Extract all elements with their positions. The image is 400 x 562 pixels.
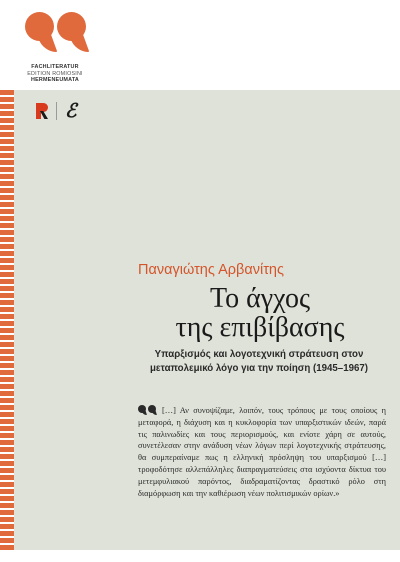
series-name-line1: FACHLITERATUR — [31, 64, 79, 70]
title-line-1: Το άγχος — [209, 283, 311, 314]
series-logo — [22, 12, 88, 84]
title-line-2: της επιβίβασης — [175, 312, 345, 343]
left-stripes — [0, 90, 14, 550]
subtitle-line-2: μεταπολεμικό λόγο για την ποίηση (1945–1967) — [150, 362, 368, 374]
subtitle-line-1: Υπαρξισμός και λογοτεχνική στράτευση στον — [154, 349, 364, 360]
book-title — [130, 284, 390, 342]
r-logo-icon — [36, 103, 48, 119]
book-subtitle — [120, 348, 398, 375]
author-name: Παναγιώτης Αρβανίτης — [138, 262, 284, 278]
blurb-quote — [138, 405, 386, 499]
top-band — [0, 0, 400, 90]
publisher-divider — [56, 102, 57, 120]
series-name-line3: HERMENEUMATA — [30, 77, 80, 83]
publisher-logos — [36, 100, 77, 122]
bottom-band — [0, 550, 400, 562]
series-name-line2: EDITION ROMIOSINI — [27, 70, 83, 77]
quote-marks-icon — [22, 12, 88, 64]
epsilon-logo-icon: ℰ — [65, 100, 77, 122]
blurb-text: […] Αν συνοψίζαμε, λοιπόν, τους τρόπους με τους οποίους η μεταφορά, η διάχυση και η κυκλοφορία των υπαρξιστικών ιδεών, παρά τις παλινωδίες και τους περιορισμούς, και ενίοτε χάρη σε αυτούς, συνετέλεσαν στην ανάδυση νέων λόγων περί λογοτεχνικής στράτευσης, θα συμπεραίναμε πως η ελληνική πρόσληψη του υπαρξισμού […] τροφοδότησε αλλεπάλληλες διαπραγματεύσεις στα ισχύοντα δίκτυα του μετεμφυλιακού παρόντος, διαδραματίζοντας δραστικό ρόλο στη διαμόρφωση και την καθιέρωση νέων πολιτισμικών ορίων.» — [138, 406, 386, 498]
quote-open-icon — [138, 405, 158, 414]
